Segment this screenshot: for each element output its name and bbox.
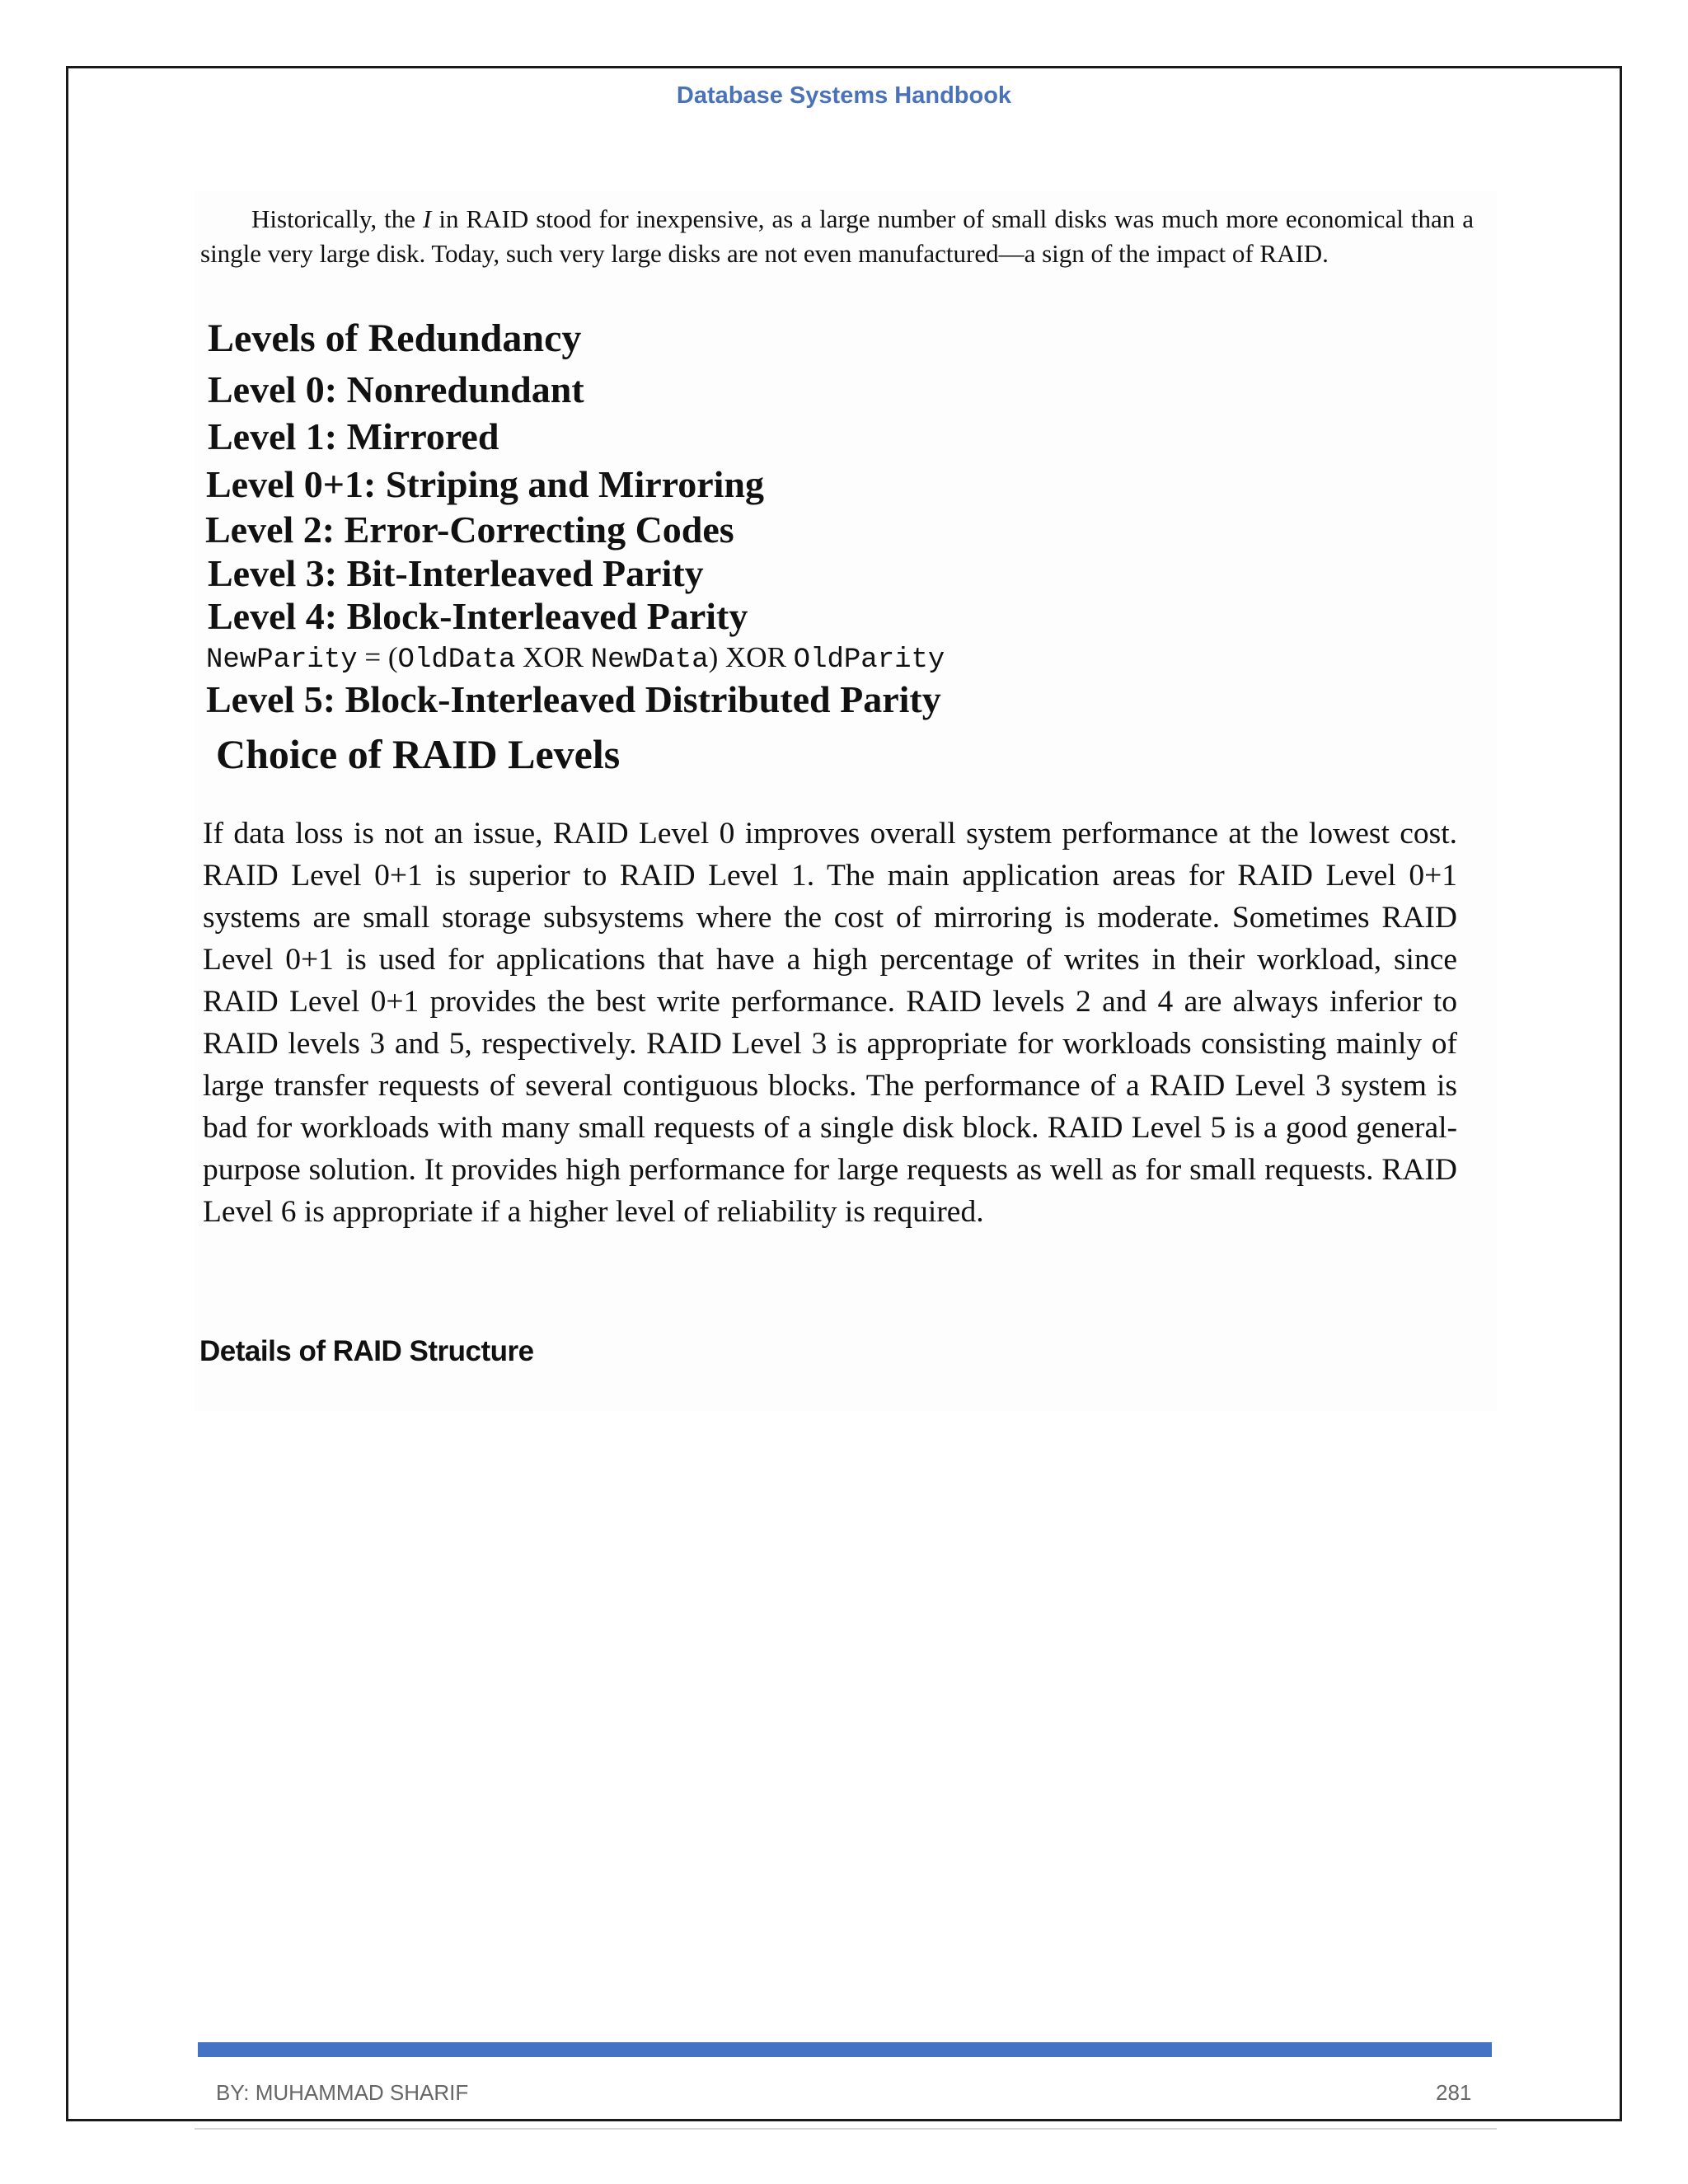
intro-paragraph [200,202,1474,271]
parity-formula [206,641,945,676]
choice-paragraph: If data loss is not an issue, RAID Level 0 improves overall system performance at the lowest cost. RAID Level 0+1 is superior to RAID Level 1. The main application areas for RAID Level 0+1 systems are small storage subsystems where the cost of mirroring is moderate. Sometimes RAID Level 0+1 is used for applications that have a high percentage of writes in their workload, since RAID Level 0+1 provides the best write performance. RAID levels 2 and 4 are always inferior to RAID levels 3 and 5, respectively. RAID Level 3 is appropriate for workloads consisting mainly of large transfer requests of several contiguous blocks. The performance of a RAID Level 3 system is bad for workloads with many small requests of a single disk block. RAID Level 5 is a good general-purpose solution. It provides high performance for large requests as well as for small requests. RAID Level 6 is appropriate if a higher level of reliability is required. [203,817,1457,1229]
heading-level-2: Level 2: Error-Correcting Codes [205,509,734,551]
formula-close-xor: ) XOR [708,641,794,673]
bottom-divider [195,2128,1497,2130]
section-heading-details: Details of RAID Structure [199,1335,534,1367]
formula-old-data: OldData [397,644,516,676]
heading-level-3: Level 3: Bit-Interleaved Parity [208,552,704,594]
intro-text-start: Historically, the [251,204,424,233]
formula-xor: XOR [515,641,591,673]
heading-level-5: Level 5: Block-Interleaved Distributed Parity [206,678,941,720]
intro-italic-letter: I [423,204,432,233]
page-number: 281 [1436,2080,1472,2105]
intro-text-end: in RAID stood for inexpensive, as a large number of small disks was much more economical than a single very large disk. Today, such very large disks are not even manufactured—a sign of the impact of RAID. [200,204,1474,268]
heading-level-0: Level 0: Nonredundant [208,368,584,410]
footer-author: BY: MUHAMMAD SHARIF [216,2080,469,2105]
formula-new-parity: NewParity [206,644,358,676]
footer-bar [198,2042,1492,2057]
heading-level-4: Level 4: Block-Interleaved Parity [208,595,748,637]
heading-choice-of-raid-levels: Choice of RAID Levels [216,731,621,777]
running-header: Database Systems Handbook [676,82,1012,109]
formula-eq: = ( [357,641,398,673]
heading-levels-of-redundancy: Levels of Redundancy [208,316,582,360]
formula-new-data: NewData [590,644,709,676]
heading-level-0-1: Level 0+1: Striping and Mirroring [206,463,765,505]
heading-level-1: Level 1: Mirrored [208,415,499,457]
formula-old-parity: OldParity [793,644,945,676]
